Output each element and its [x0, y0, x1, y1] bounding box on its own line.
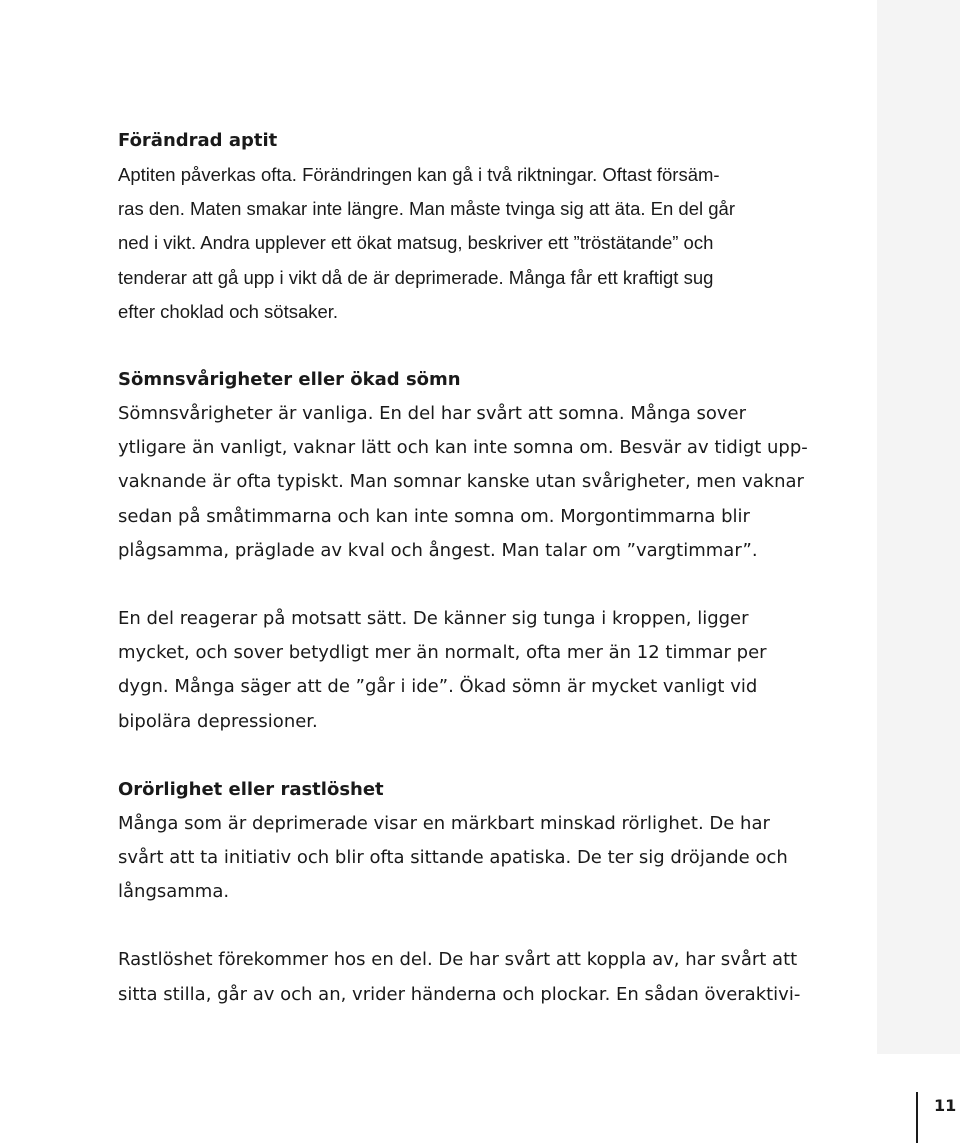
text-column: [118, 124, 838, 1012]
page-number-rule: [916, 1092, 918, 1143]
page-number: 11: [934, 1096, 957, 1115]
text-line: långsamma.: [118, 881, 230, 903]
text-line: mycket, och sover betydligt mer än normalt, ofta mer än 12 timmar per: [118, 642, 767, 664]
section-heading: Orörlighet eller rastlöshet: [118, 778, 384, 800]
text-line: plågsamma, präglade av kval och ångest. Man talar om ”vargtimmar”.: [118, 539, 758, 561]
paragraph: [118, 602, 838, 739]
page-margin-shade: [877, 0, 960, 1054]
section-heading: Sömnsvårigheter eller ökad sömn: [118, 369, 461, 391]
text-line: dygn. Många säger att de ”går i ide”. Ökad sömn är mycket vanligt vid: [118, 676, 758, 698]
text-line: tenderar att gå upp i vikt då de är deprimerade. Många får ett kraftigt sug: [118, 266, 714, 288]
text-line: Många som är deprimerade visar en märkbart minskad rörlighet. De har: [118, 812, 770, 834]
text-line: sitta stilla, går av och an, vrider händerna och plockar. En sådan överaktivi-: [118, 983, 801, 1005]
text-line: ras den. Maten smakar inte längre. Man måste tvinga sig att äta. En del går: [118, 198, 735, 220]
paragraph: [118, 807, 838, 910]
section-heading: Förändrad aptit: [118, 130, 278, 151]
text-line: sedan på småtimmarna och kan inte somna om. Morgontimmarna blir: [118, 505, 750, 527]
text-line: Sömnsvårigheter är vanliga. En del har svårt att somna. Många sover: [118, 403, 747, 425]
text-line: efter choklad och sötsaker.: [118, 300, 339, 322]
text-line: bipolära depressioner.: [118, 710, 318, 732]
text-line: Rastlöshet förekommer hos en del. De har svårt att koppla av, har svårt att: [118, 949, 798, 971]
text-line: ned i vikt. Andra upplever ett ökat matsug, beskriver ett ”tröstätande” och: [118, 232, 714, 254]
section-somnsvarigheter: [118, 363, 838, 739]
text-line: Aptiten påverkas ofta. Förändringen kan gå i två riktningar. Oftast försäm-: [118, 164, 720, 185]
paragraph: [118, 943, 838, 1011]
text-line: ytligare än vanligt, vaknar lätt och kan inte somna om. Besvär av tidigt upp-: [118, 437, 808, 459]
paragraph: [118, 158, 838, 329]
text-line: En del reagerar på motsatt sätt. De känner sig tunga i kroppen, ligger: [118, 608, 749, 630]
paragraph: [118, 397, 838, 568]
section-forandrad-aptit: [118, 124, 838, 329]
section-rorlighet: [118, 773, 838, 1012]
text-line: svårt att ta initiativ och blir ofta sittande apatiska. De ter sig dröjande och: [118, 847, 788, 869]
text-line: vaknande är ofta typiskt. Man somnar kanske utan svårigheter, men vaknar: [118, 471, 804, 493]
